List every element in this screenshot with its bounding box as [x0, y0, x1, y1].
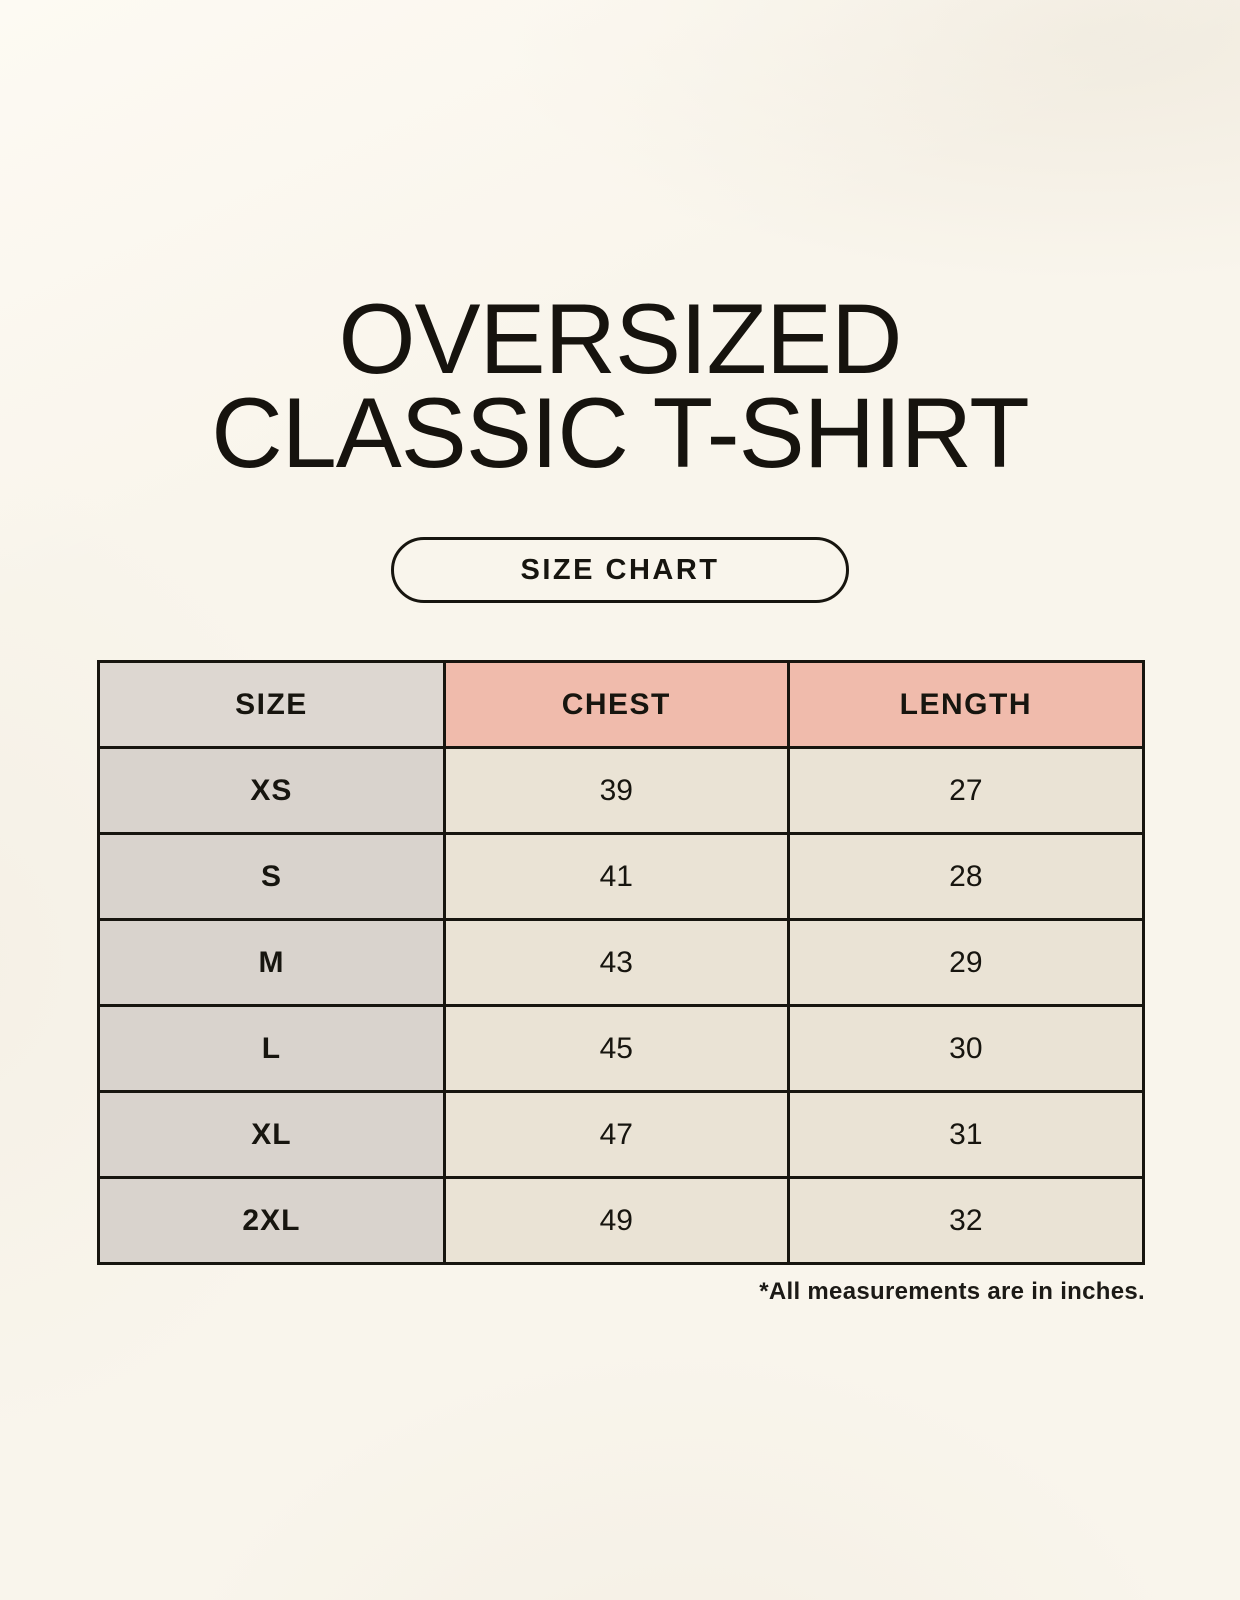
size-label: XS — [99, 748, 445, 834]
page-title-line1: OVERSIZED — [338, 283, 902, 394]
chest-value: 49 — [444, 1178, 788, 1264]
column-header-size: SIZE — [99, 662, 445, 748]
page-title-line2: CLASSIC T-SHIRT — [211, 377, 1029, 489]
length-value: 29 — [788, 920, 1143, 1006]
size-chart-button[interactable] — [391, 537, 849, 603]
length-value: 28 — [788, 834, 1143, 920]
size-label: 2XL — [99, 1178, 445, 1264]
size-label: S — [99, 834, 445, 920]
size-label: XL — [99, 1092, 445, 1178]
table-row-s — [99, 834, 1144, 920]
length-value: 30 — [788, 1006, 1143, 1092]
length-value: 31 — [788, 1092, 1143, 1178]
table-row-xl — [99, 1092, 1144, 1178]
size-chart-table — [97, 660, 1145, 1265]
size-label: M — [99, 920, 445, 1006]
column-header-chest: CHEST — [444, 662, 788, 748]
length-value: 27 — [788, 748, 1143, 834]
measurements-footnote: *All measurements are in inches. — [759, 1278, 1145, 1305]
page-title — [0, 283, 1240, 489]
length-value: 32 — [788, 1178, 1143, 1264]
chest-value: 47 — [444, 1092, 788, 1178]
chest-value: 39 — [444, 748, 788, 834]
table-header-row — [99, 662, 1144, 748]
table-row-m — [99, 920, 1144, 1006]
chest-value: 41 — [444, 834, 788, 920]
chest-value: 45 — [444, 1006, 788, 1092]
chest-value: 43 — [444, 920, 788, 1006]
column-header-length: LENGTH — [788, 662, 1143, 748]
table-row-l — [99, 1006, 1144, 1092]
table-row-xs — [99, 748, 1144, 834]
size-chart-button-label: SIZE CHART — [520, 553, 720, 586]
size-label: L — [99, 1006, 445, 1092]
table-row-2xl — [99, 1178, 1144, 1264]
